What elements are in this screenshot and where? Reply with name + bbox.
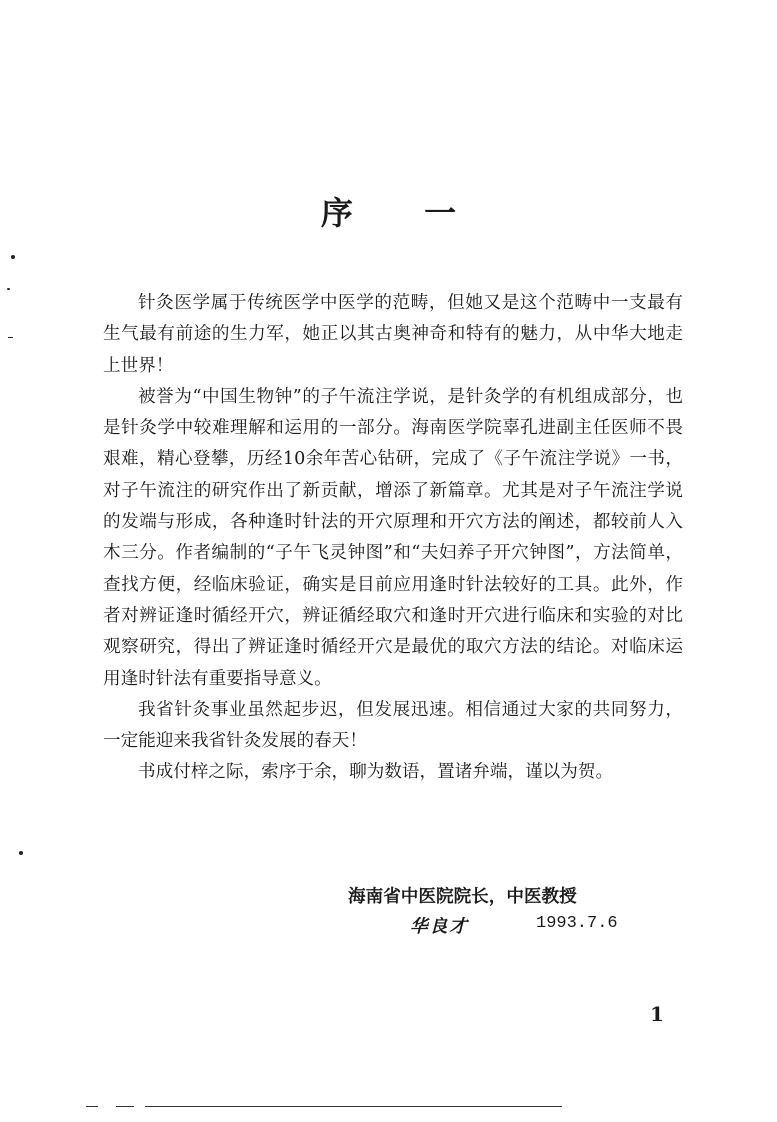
scan-speck (8, 337, 13, 338)
paragraph-4: 书成付梓之际，索序于余，聊为数语，置诸弁端，谨以为贺。 (138, 762, 614, 783)
preface-title: 序 一 (320, 194, 487, 232)
paragraph-3: 我省针灸事业虽然起步迟，但发展迅速。相信通过大家的共同努力，一定能迎来我省针灸发展的春天！ (103, 699, 683, 752)
paragraph-2: 被誉为“中国生物钟”的子午流注学说，是针灸学的有机组成部分，也是针灸学中较难理解和运用的一部分。海南医学院辜孔进副主任医师不畏艰难，精心登攀，历经10余年苦心钻研，完成了《子午流注学说》一书，对子午流注的研究作出了新贡献，增添了新篇章。尤其是对子午流注学说的发端与形成，各种逢时针法的开穴原理和开穴方法的阐述，都较前人入木三分。作者编制的“子午飞灵钟图”和“夫妇养子开穴钟图”，方法简单，查找方便，经临床验证，确实是目前应用逢时针法较好的工具。此外，作者对辨证逢时循经开穴，辨证循经取穴和逢时开穴进行临床和实验的对比观察研究，得出了辨证逢时循经开穴是最优的取穴方法的结论。对临床运用逢时针法有重要指导意义。 (103, 386, 683, 689)
signature-title: 海南省中医院院长，中医教授 (348, 886, 577, 907)
scan-speck (19, 851, 23, 855)
page-number: 1 (650, 1002, 664, 1026)
scan-speck (11, 255, 15, 259)
preface-body (103, 288, 683, 789)
paragraph-1: 针灸医学属于传统医学中医学的范畴，但她又是这个范畴中一支最有生气最有前途的生力军，她正以其古奥神奇和特有的魅力，从中华大地走上世界！ (103, 293, 683, 376)
signature-date: 1993.7.6 (536, 914, 618, 933)
bottom-rule (116, 1106, 134, 1107)
scan-speck (7, 288, 10, 290)
signature-name: 华良才 (410, 916, 469, 937)
bottom-rule (86, 1106, 98, 1107)
bottom-rule (145, 1106, 562, 1107)
